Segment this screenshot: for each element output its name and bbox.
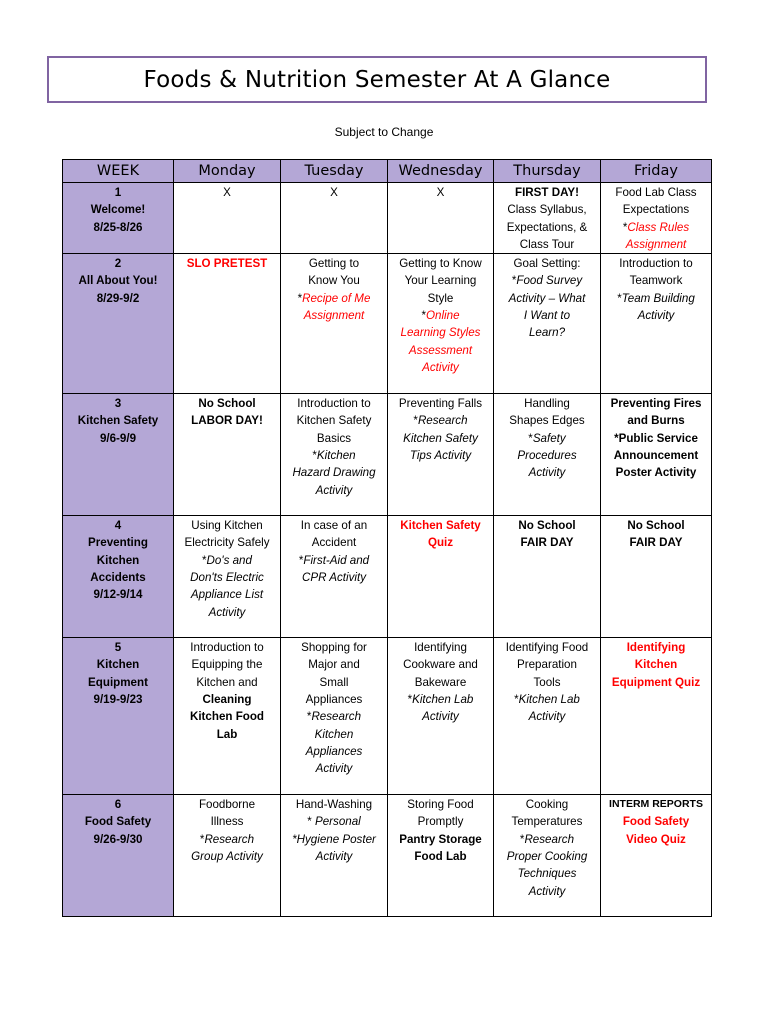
monday-cell <box>174 516 281 638</box>
monday-cell <box>174 183 281 254</box>
header-tuesday: Tuesday <box>281 160 388 183</box>
week-title: Kitchen <box>96 553 140 567</box>
page-title: Foods & Nutrition Semester At A Glance <box>143 66 611 93</box>
friday-cell <box>601 638 712 795</box>
activity-text: Tips Activity <box>409 449 472 463</box>
week-cell <box>63 516 174 638</box>
cell-text: * <box>622 220 628 234</box>
quiz-label: Equipment Quiz <box>611 675 701 689</box>
monday-cell <box>174 394 281 516</box>
activity-text: Hazard Drawing <box>292 466 376 480</box>
activity-text: *Hygiene Poster <box>292 832 376 846</box>
quiz-label: Quiz <box>427 536 454 550</box>
friday-cell <box>601 254 712 394</box>
activity-text: Kitchen <box>314 727 354 741</box>
pretest-label: SLO PRETEST <box>186 257 268 271</box>
activity-text: Group Activity <box>191 850 263 864</box>
cell-text: * <box>617 291 622 305</box>
activity-text: Procedures <box>517 449 577 463</box>
cell-text: * <box>307 815 315 829</box>
week-cell <box>63 254 174 394</box>
cell-text: Cookware and <box>403 658 478 672</box>
cell-text: Cooking <box>525 798 569 812</box>
week-number: 1 <box>114 186 122 199</box>
assignment-text: Class Rules <box>627 220 690 234</box>
cell-text: Temperatures <box>511 815 583 829</box>
week-title: Preventing <box>88 536 148 550</box>
cell-text: Appliances <box>305 693 363 707</box>
activity-text: Proper Cooking <box>506 850 588 864</box>
week-dates: 8/29-9/2 <box>96 291 140 305</box>
activity-text: Activity <box>208 605 246 619</box>
week-cell <box>63 394 174 516</box>
cell-text: Your Learning <box>404 274 477 288</box>
cell-text: * <box>297 291 303 305</box>
activity-text: Kitchen Lab <box>412 693 474 707</box>
activity-text: First-Aid and <box>303 553 370 567</box>
friday-cell <box>601 516 712 638</box>
cell-text: * <box>514 693 519 707</box>
week-number: 4 <box>114 519 122 533</box>
cell-text: Announcement <box>613 449 699 463</box>
table-row <box>63 795 712 917</box>
activity-text: Activity – What <box>508 291 586 305</box>
cell-text: Introduction to <box>619 257 693 271</box>
week-title: All About You! <box>78 274 158 288</box>
week-title: Kitchen <box>96 658 140 672</box>
quiz-label: Kitchen <box>634 658 678 672</box>
quiz-label: Food Safety <box>622 815 690 829</box>
cell-text: Teamwork <box>629 274 683 288</box>
cell-text: Pantry Storage <box>399 832 482 846</box>
cell-text: Poster Activity <box>615 466 697 480</box>
tuesday-cell <box>281 638 388 795</box>
week-dates: 9/6-9/9 <box>99 431 137 445</box>
friday-cell <box>601 183 712 254</box>
activity-text: Activity <box>528 884 566 898</box>
header-week: WEEK <box>63 160 174 183</box>
cell-text: Promptly <box>417 815 464 829</box>
cell-text: * <box>413 414 418 428</box>
cell-text: Style <box>427 291 454 305</box>
activity-text: Learn? <box>528 326 566 340</box>
monday-cell <box>174 795 281 917</box>
header-thursday: Thursday <box>494 160 601 183</box>
week-title: Food Safety <box>84 815 152 829</box>
cell-text: Food Lab <box>414 850 467 864</box>
cell-text: *Public Service <box>614 431 698 445</box>
cell-text: Bakeware <box>414 675 467 689</box>
activity-text: Kitchen Lab <box>518 693 580 707</box>
activity-text: Activity <box>422 710 459 724</box>
cell-text: Preparation <box>517 658 577 672</box>
table-row <box>63 638 712 795</box>
quiz-label: Identifying <box>626 641 686 655</box>
week-number: 5 <box>114 641 122 655</box>
cell-text: Food Lab Class <box>615 186 697 199</box>
cell-text: * <box>421 309 426 323</box>
cell-text: X <box>223 186 231 199</box>
activity-text: Don'ts Electric <box>190 571 264 585</box>
cell-text: Goal Setting: <box>513 257 581 271</box>
cell-text: In case of an <box>300 519 368 533</box>
wednesday-cell <box>388 254 494 394</box>
cell-text: Shapes Edges <box>509 414 585 428</box>
cell-text: Expectations, & <box>506 220 588 234</box>
cell-text: Shopping for <box>301 641 367 655</box>
quiz-label: Video Quiz <box>626 832 686 846</box>
activity-text: Techniques <box>517 867 577 881</box>
cell-text: Kitchen and <box>196 675 258 689</box>
cell-text: Know You <box>308 274 360 288</box>
cell-text: Electricity Safely <box>184 536 270 550</box>
cell-text: Kitchen Safety <box>296 414 372 428</box>
assignment-text: Recipe of Me <box>302 291 371 305</box>
thursday-cell <box>494 254 601 394</box>
activity-text: Activity <box>315 483 353 497</box>
cell-text: Accident <box>311 536 357 550</box>
cell-text: X <box>330 186 338 199</box>
week-title: Equipment <box>88 675 148 689</box>
cell-text: Expectations <box>622 203 690 217</box>
wednesday-cell <box>388 394 494 516</box>
cell-text: * <box>298 553 304 567</box>
monday-cell <box>174 254 281 394</box>
cell-text: No School <box>518 519 576 533</box>
assignment-text: Assessment <box>408 343 473 357</box>
cell-text: Basics <box>316 431 352 445</box>
cell-text: Introduction to <box>297 397 371 411</box>
header-row <box>63 160 712 183</box>
tuesday-cell <box>281 254 388 394</box>
activity-text: CPR Activity <box>302 571 366 585</box>
cell-text: Foodborne <box>198 798 256 812</box>
thursday-cell <box>494 638 601 795</box>
week-title: Kitchen Safety <box>77 414 159 428</box>
cell-text: * <box>511 274 517 288</box>
schedule-table <box>62 159 712 917</box>
cell-text: No School <box>627 519 685 533</box>
cell-text: X <box>436 186 445 199</box>
wednesday-cell <box>388 516 494 638</box>
cell-text: Kitchen Food <box>189 710 265 724</box>
activity-text: Personal <box>314 815 361 829</box>
cell-text: Major and <box>308 658 360 672</box>
activity-text: Activity <box>528 710 566 724</box>
activity-text: Food Survey <box>516 274 583 288</box>
wednesday-cell <box>388 183 494 254</box>
cell-text: FIRST DAY! <box>515 186 579 199</box>
thursday-cell <box>494 183 601 254</box>
cell-text: * <box>519 832 525 846</box>
cell-text: * <box>202 553 207 567</box>
cell-text: Tools <box>533 675 561 689</box>
activity-text: Appliances <box>305 744 363 758</box>
cell-text: Class Tour <box>519 237 575 251</box>
cell-text: Preventing Fires <box>610 397 702 411</box>
cell-text: FAIR DAY <box>629 536 683 550</box>
cell-text: Identifying <box>414 641 467 655</box>
cell-text: Using Kitchen <box>191 519 263 533</box>
cell-text: Handling <box>524 397 570 411</box>
week-number: 6 <box>114 798 122 812</box>
week-number: 2 <box>114 257 122 271</box>
table-row <box>63 254 712 394</box>
activity-text: Research <box>311 710 362 724</box>
week-title: Accidents <box>90 571 146 585</box>
cell-text: Illness <box>210 815 244 829</box>
table-row <box>63 394 712 516</box>
title-box <box>47 56 707 103</box>
monday-cell <box>174 638 281 795</box>
activity-text: Research <box>524 832 575 846</box>
cell-text: Introduction to <box>190 641 264 655</box>
week-dates: 9/19-9/23 <box>93 693 143 707</box>
activity-text: Activity <box>315 850 353 864</box>
table-row <box>63 516 712 638</box>
cell-text: Getting to Know <box>399 257 482 271</box>
table-row <box>63 183 712 254</box>
thursday-cell <box>494 516 601 638</box>
cell-text: and Burns <box>627 414 685 428</box>
activity-text: Team Building <box>621 291 695 305</box>
cell-text: Class Syllabus, <box>507 203 587 217</box>
wednesday-cell <box>388 638 494 795</box>
cell-text: Identifying Food <box>505 641 589 655</box>
cell-text: Hand-Washing <box>295 798 373 812</box>
activity-text: Activity <box>315 762 353 776</box>
week-cell <box>63 183 174 254</box>
assignment-text: Activity <box>422 360 459 374</box>
week-cell <box>63 795 174 917</box>
tuesday-cell <box>281 795 388 917</box>
header-monday: Monday <box>174 160 281 183</box>
tuesday-cell <box>281 516 388 638</box>
header-friday: Friday <box>601 160 712 183</box>
cell-text: * <box>312 449 317 463</box>
cell-text: Storing Food <box>407 798 474 812</box>
cell-text: Preventing Falls <box>398 397 483 411</box>
activity-text: I Want to <box>523 309 571 323</box>
cell-text: * <box>528 431 533 445</box>
cell-text: Cleaning <box>202 693 252 707</box>
week-dates: 8/25-8/26 <box>93 220 143 234</box>
cell-text: No School <box>198 397 256 411</box>
thursday-cell <box>494 394 601 516</box>
tuesday-cell <box>281 183 388 254</box>
activity-text: Kitchen Safety <box>403 431 478 445</box>
header-wednesday: Wednesday <box>388 160 494 183</box>
week-dates: 9/12-9/14 <box>93 588 143 602</box>
friday-cell <box>601 795 712 917</box>
cell-text: * <box>407 693 413 707</box>
quiz-label: Kitchen Safety <box>400 519 481 533</box>
activity-text: Research <box>417 414 468 428</box>
activity-text: Research <box>204 832 255 846</box>
cell-text: LABOR DAY! <box>191 414 263 428</box>
week-title: Welcome! <box>90 203 146 217</box>
activity-text: Safety <box>532 431 566 445</box>
friday-cell <box>601 394 712 516</box>
week-dates: 9/26-9/30 <box>93 832 143 846</box>
activity-text: Appliance List <box>190 588 264 602</box>
cell-text: Lab <box>216 727 238 741</box>
assignment-text: Learning Styles <box>400 326 481 340</box>
cell-text: FAIR DAY <box>520 536 574 550</box>
assignment-text: Assignment <box>303 309 365 323</box>
week-number: 3 <box>114 397 122 411</box>
thursday-cell <box>494 795 601 917</box>
cell-text: Equipping the <box>191 658 263 672</box>
activity-text: Activity <box>528 466 566 480</box>
assignment-text: Online <box>426 309 460 323</box>
assignment-text: Assignment <box>625 237 687 251</box>
subtitle: Subject to Change <box>334 125 434 139</box>
cell-text: * <box>306 710 312 724</box>
wednesday-cell <box>388 795 494 917</box>
cell-text: Getting to <box>308 257 360 271</box>
week-cell <box>63 638 174 795</box>
interim-reports-label: INTERM REPORTS <box>609 798 703 811</box>
activity-text: Activity <box>637 309 675 323</box>
activity-text: Kitchen <box>316 449 356 463</box>
cell-text: Small <box>319 675 349 689</box>
activity-text: Do's and <box>206 553 252 567</box>
cell-text: * <box>199 832 205 846</box>
tuesday-cell <box>281 394 388 516</box>
